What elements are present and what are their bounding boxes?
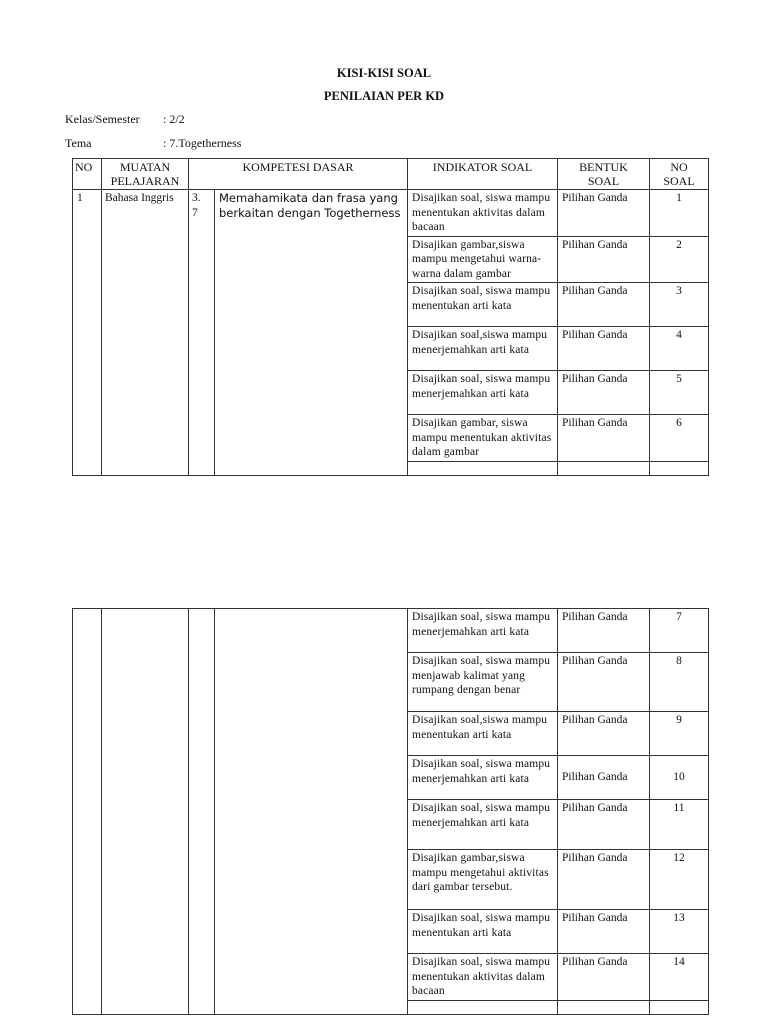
kelas-semester-line <box>65 112 185 127</box>
tema-label: Tema <box>65 136 92 150</box>
header-no-soal: NO SOAL <box>650 159 709 190</box>
bentuk-cell: Pilihan Ganda <box>558 954 650 1001</box>
bentuk-cell: Pilihan Ganda <box>558 756 650 800</box>
indicator-cell: Disajikan soal, siswa mampu menerjemahkan arti kata <box>408 756 558 800</box>
indicator-cell: Disajikan gambar,siswa mampu mengetahui aktivitas dari gambar tersebut. <box>408 850 558 910</box>
document-subtitle: PENILAIAN PER KD <box>323 89 445 103</box>
soal-number: 3 <box>650 283 709 327</box>
table-row <box>73 609 709 653</box>
bentuk-cell: Pilihan Ganda <box>558 283 650 327</box>
empty-cell <box>558 1000 650 1014</box>
indicator-cell: Disajikan soal, siswa mampu menerjemahkan arti kata <box>408 609 558 653</box>
soal-number: 8 <box>650 653 709 712</box>
bentuk-cell: Pilihan Ganda <box>558 712 650 756</box>
soal-number: 10 <box>650 756 709 800</box>
bentuk-cell: Pilihan Ganda <box>558 371 650 415</box>
bentuk-cell: Pilihan Ganda <box>558 910 650 954</box>
kelas-value: : 2/2 <box>163 112 185 126</box>
empty-cell <box>408 461 558 475</box>
indicator-cell: Disajikan soal,siswa mampu menerjemahkan arti kata <box>408 327 558 371</box>
empty-cell <box>650 1000 709 1014</box>
kelas-label: Kelas/Semester <box>65 112 140 126</box>
kd-text: Memahamikata dan frasa yang berkaitan dengan Togetherness <box>215 190 408 476</box>
soal-number: 6 <box>650 415 709 462</box>
indicator-cell: Disajikan soal, siswa mampu menjawab kalimat yang rumpang dengan benar <box>408 653 558 712</box>
header-kompetensi: KOMPETESI DASAR <box>189 159 408 190</box>
bentuk-cell: Pilihan Ganda <box>558 236 650 283</box>
indicator-cell: Disajikan soal, siswa mampu menerjemahkan arti kata <box>408 800 558 850</box>
bentuk-cell: Pilihan Ganda <box>558 415 650 462</box>
indicator-cell: Disajikan soal, siswa mampu menentukan aktivitas dalam bacaan <box>408 190 558 237</box>
empty-cell <box>650 461 709 475</box>
bentuk-cell: Pilihan Ganda <box>558 327 650 371</box>
soal-number: 2 <box>650 236 709 283</box>
kd-number: 3. 7 <box>189 190 215 476</box>
bentuk-cell: Pilihan Ganda <box>558 653 650 712</box>
soal-number: 11 <box>650 800 709 850</box>
bentuk-cell: Pilihan Ganda <box>558 800 650 850</box>
indicator-cell: Disajikan gambar,siswa mampu mengetahui warna-warna dalam gambar <box>408 236 558 283</box>
header-indikator: INDIKATOR SOAL <box>408 159 558 190</box>
kisi-table-page-1 <box>72 158 709 476</box>
muatan-cell: Bahasa Inggris <box>102 190 189 476</box>
bentuk-cell: Pilihan Ganda <box>558 190 650 237</box>
empty-cell <box>558 461 650 475</box>
empty-no-cell <box>73 609 102 1015</box>
empty-cell <box>408 1000 558 1014</box>
soal-number: 9 <box>650 712 709 756</box>
document-title: KISI-KISI SOAL <box>336 66 432 80</box>
indicator-cell: Disajikan soal, siswa mampu menentukan arti kata <box>408 910 558 954</box>
empty-kd-text-cell <box>215 609 408 1015</box>
indicator-cell: Disajikan soal,siswa mampu menentukan arti kata <box>408 712 558 756</box>
soal-number: 5 <box>650 371 709 415</box>
tema-line <box>65 136 241 151</box>
indicator-cell: Disajikan soal, siswa mampu menentukan aktivitas dalam bacaan <box>408 954 558 1001</box>
header-muatan: MUATAN PELAJARAN <box>102 159 189 190</box>
table-row <box>73 190 709 237</box>
soal-number: 7 <box>650 609 709 653</box>
header-no: NO <box>73 159 102 190</box>
header-bentuk: BENTUK SOAL <box>558 159 650 190</box>
soal-number: 14 <box>650 954 709 1001</box>
empty-muatan-cell <box>102 609 189 1015</box>
row-number: 1 <box>73 190 102 476</box>
indicator-cell: Disajikan gambar, siswa mampu menentukan aktivitas dalam gambar <box>408 415 558 462</box>
soal-number: 1 <box>650 190 709 237</box>
bentuk-cell: Pilihan Ganda <box>558 609 650 653</box>
indicator-cell: Disajikan soal, siswa mampu menentukan arti kata <box>408 283 558 327</box>
bentuk-cell: Pilihan Ganda <box>558 850 650 910</box>
kisi-table-page-2 <box>72 608 709 1015</box>
indicator-cell: Disajikan soal, siswa mampu menerjemahkan arti kata <box>408 371 558 415</box>
table-header-row <box>73 159 709 190</box>
soal-number: 13 <box>650 910 709 954</box>
soal-number: 12 <box>650 850 709 910</box>
empty-kd-number-cell <box>189 609 215 1015</box>
soal-number: 4 <box>650 327 709 371</box>
tema-value: : 7.Togetherness <box>163 136 242 150</box>
